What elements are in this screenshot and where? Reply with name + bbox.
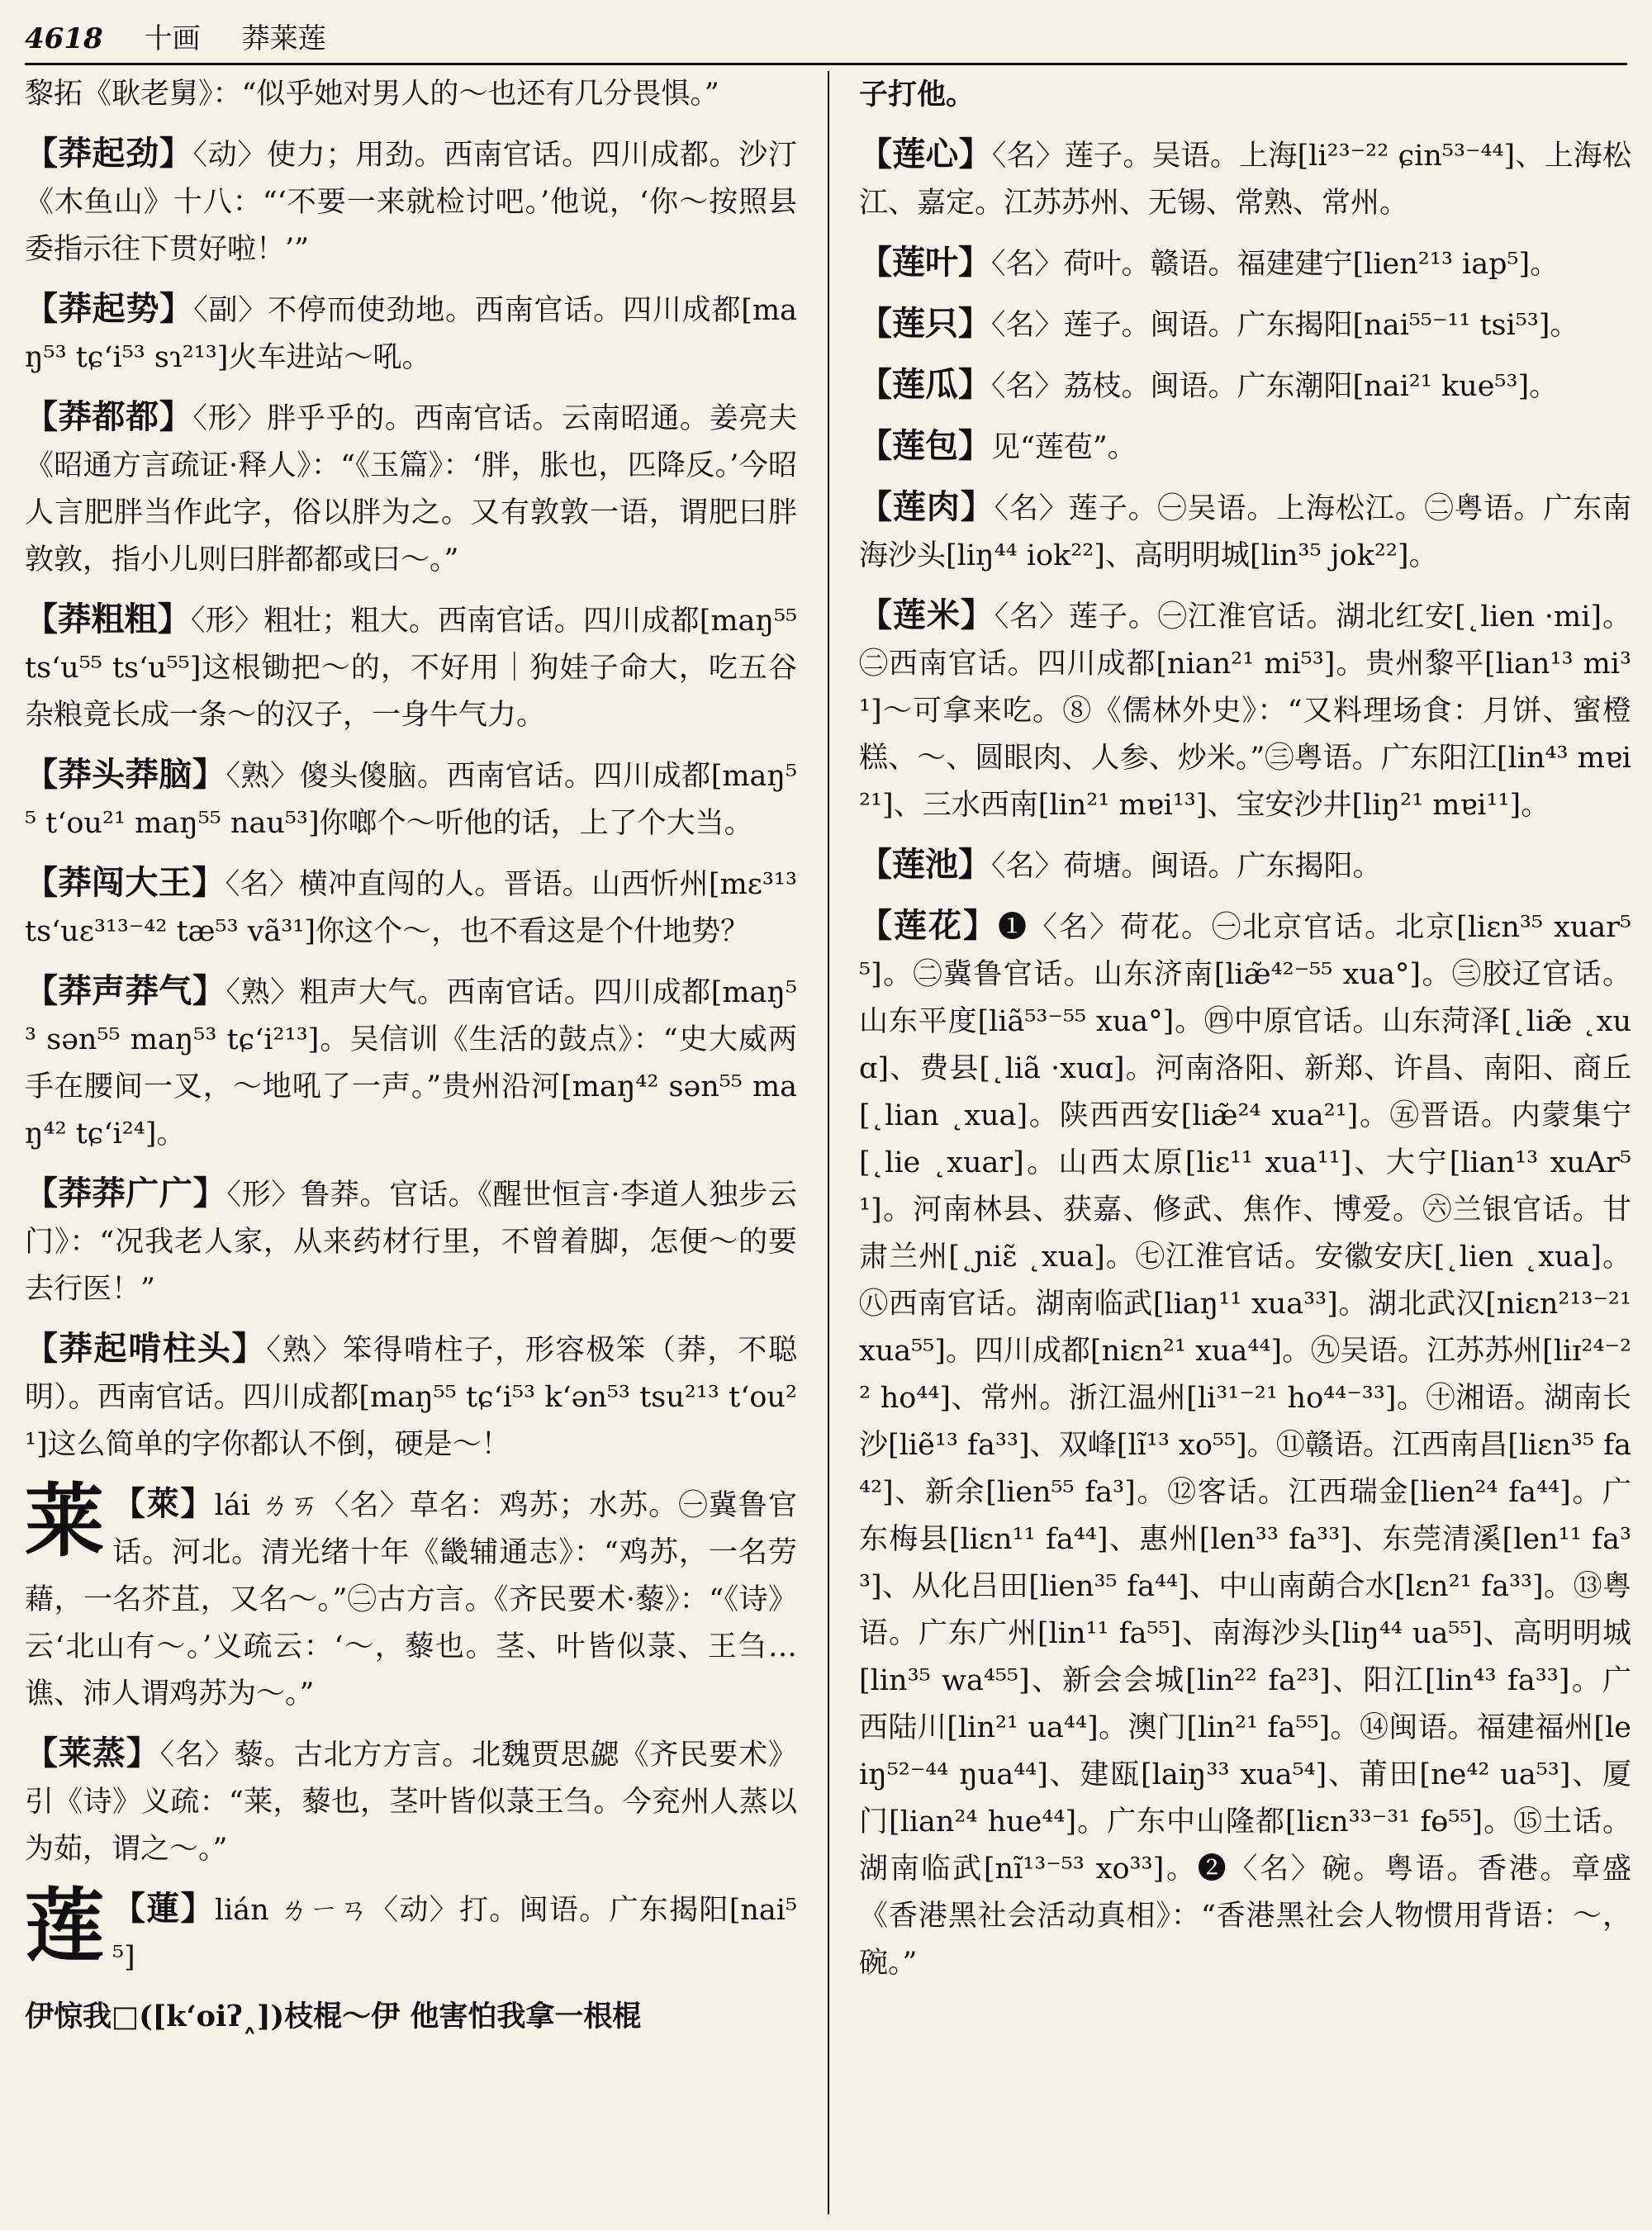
entry-headword: 【莽都都】 (25, 397, 193, 436)
dictionary-entry (859, 422, 1631, 472)
entry-definition: 〈动〉使力；用劲。西南官话。四川成都。沙汀《木鱼山》十八：“‘不要一来就检讨吧。’他说，‘你～按照县委指示往下贯好啦！’” (25, 139, 797, 266)
entry-headword: 【萊】 (112, 1484, 215, 1523)
entry-definition: 〈形〉粗壮；粗大。西南官话。四川成都[maŋ⁵⁵ tsʻu⁵⁵ tsʻu⁵⁵]这根锄把～的，不好用｜狗娃子命大，吃五谷杂粮竟长成一条～的汉子，一身牛气力。 (25, 605, 797, 732)
dictionary-entry (859, 483, 1631, 580)
entry-definition: 〈形〉鲁莽。官话。《醒世恒言·李道人独步云门》：“况我老人家，从来药材行里，不曾着脚，怎便～的要去行医！” (25, 1179, 797, 1306)
dictionary-entry (25, 967, 797, 1158)
dictionary-entry (25, 859, 797, 956)
entry-headword: 【莲包】 (859, 426, 991, 465)
entry-headword: 【莽闯大王】 (25, 863, 225, 902)
right-column (859, 71, 1631, 2214)
entry-headword: 【莽声莽气】 (25, 971, 226, 1010)
dictionary-entry (25, 595, 797, 739)
entry-definition: 〈名〉莲子。㊀江淮官话。湖北红安[˛lien ·mi]。㊁西南官话。四川成都[nian²¹ mi⁵³]。贵州黎平[lian¹³ mi³¹]～可拿来吃。⑧《儒林外史》：“又料理场食：月饼、蜜橙糕、～、圆眼肉、人参、炒米。”㊂粤语。广东阳江[lin⁴³ mɐi²¹]、三水西南[lin²¹ mɐi¹³]、宝安沙井[liŋ²¹ mɐi¹¹]。 (859, 600, 1631, 822)
dictionary-entry (859, 300, 1631, 349)
entry-definition: 〈名〉莲子。吴语。上海[li²³⁻²² ɕin⁵³⁻⁴⁴]、上海松江、嘉定。江苏苏州、无锡、常熟、常州。 (859, 140, 1631, 220)
entry-definition: 〈名〉荷塘。闽语。广东揭阳。 (991, 850, 1382, 883)
column-divider (828, 71, 829, 2214)
dictionary-entry (25, 1325, 797, 1468)
entry-definition: 〈名〉藜。古北方方言。北魏贾思勰《齐民要术》引《诗》义疏：“莱，藜也，茎叶皆似菉王刍。今兖州人蒸以为茹，谓之～。” (25, 1739, 797, 1866)
entry-definition: 〈副〉不停而使劲地。西南官话。四川成都[maŋ⁵³ tɕʻi⁵³ sɿ²¹³]火车进站～吼。 (25, 294, 797, 374)
entry-definition: 〈熟〉笨得啃柱子，形容极笨（莽，不聪明）。西南官话。四川成都[maŋ⁵⁵ tɕʻi⁵³ kʻən⁵³ tsu²¹³ tʻou²¹]这么简单的字你都认不倒，硬是～！ (25, 1334, 797, 1461)
entry-headword: 【莽起啃柱头】 (25, 1329, 267, 1368)
dictionary-entry (25, 1993, 797, 2041)
dictionary-entry (859, 902, 1631, 1987)
dictionary-entry (859, 239, 1631, 288)
entry-definition: lián ㄌㄧㄢ〈动〉打。闽语。广东揭阳[nai⁵⁵] (112, 1894, 797, 1974)
entry-headword: 【莲心】 (859, 135, 992, 173)
entry-definition: 子打他。 (859, 78, 976, 112)
entry-headword: 【莲只】 (859, 304, 991, 343)
dictionary-entry (25, 393, 797, 584)
entry-headword: 【莱蒸】 (25, 1734, 160, 1772)
entry-definition: 〈名〉荷叶。赣语。福建建宁[lien²¹³ iap⁵]。 (991, 248, 1559, 281)
dictionary-entry (25, 751, 797, 847)
character-headword: 莲 (25, 1879, 104, 1972)
dictionary-entry (25, 71, 797, 118)
dictionary-entry (859, 841, 1631, 890)
entry-headword: 【莽头莽脑】 (25, 755, 226, 794)
entry-headword: 【莲米】 (859, 595, 995, 634)
entry-definition: 黎拓《耿老舅》：“似乎她对男人的～也还有几分畏惧。” (25, 78, 719, 111)
entry-headword: 【莲叶】 (859, 243, 991, 282)
dictionary-entry (859, 130, 1631, 227)
entry-headword: 【莲花】 (859, 906, 999, 945)
character-headword: 莱 (25, 1474, 104, 1568)
page-number: 4618 (25, 22, 103, 55)
left-column (25, 71, 797, 2214)
dictionary-entry (25, 1474, 797, 1718)
entry-headword: 【蓮】 (112, 1889, 215, 1928)
dictionary-entry (25, 285, 797, 382)
entry-definition: 〈熟〉傻头傻脑。西南官话。四川成都[maŋ⁵⁵ tʻou²¹ maŋ⁵⁵ nau⁵³]你啷个～听他的话，上了个大当。 (25, 760, 797, 840)
entry-definition: 见“莲苞”。 (991, 431, 1137, 464)
entry-headword: 【莲池】 (859, 845, 991, 884)
dictionary-entry (859, 361, 1631, 410)
entry-headword: 【莽粗粗】 (25, 600, 191, 638)
stroke-count: 十画 (144, 22, 201, 55)
dictionary-entry (25, 1170, 797, 1313)
page-characters: 莽莱莲 (241, 22, 326, 55)
entry-definition: 〈名〉莲子。闽语。广东揭阳[nai⁵⁵⁻¹¹ tsi⁵³]。 (991, 309, 1579, 342)
dictionary-entry (859, 71, 1631, 119)
entry-definition: 〈形〉胖乎乎的。西南官话。云南昭通。姜亮夫《昭通方言疏证·释人》：“《玉篇》：‘胖，胀也，匹降反。’今昭人言肥胖当作此字，俗以胖为之。又有敦敦一语，谓肥曰胖敦敦，指小儿则曰胖都都或曰～。” (25, 402, 797, 576)
entry-definition: 伊惊我□([kʻoiʔ˰])枝棍～伊 他害怕我拿一根棍 (25, 2000, 642, 2033)
entry-definition: 〈名〉莲子。㊀吴语。上海松江。㊁粤语。广东南海沙头[liŋ⁴⁴ iok²²]、高明明城[lin³⁵ jok²²]。 (859, 492, 1631, 572)
entry-definition: ❶〈名〉荷花。㊀北京官话。北京[liɛn³⁵ xuar⁵⁵]。㊁冀鲁官话。山东济南[liæ̃⁴²⁻⁵⁵ xua°]。㊂胶辽官话。山东平度[liã⁵³⁻⁵⁵ xua°]。㊃中原官话。山东菏泽[˛liæ̃ ˛xuɑ]、费县[˛liã ·xuɑ]。河南洛阳、新郑、许昌、南阳、商丘[˛lian ˛xua]。陕西西安[liæ̃²⁴ xua²¹]。㊄晋语。内蒙集宁[˛lie ˛xuar]。山西太原[liɛ¹¹ xua¹¹]、大宁[lian¹³ xuAr⁵¹]。河南林县、获嘉、修武、焦作、博爱。㊅兰银官话。甘肃兰州[˛ɲiɛ̃ ˛xua]。㊆江淮官话。安徽安庆[˛lien ˛xua]。㊇西南官话。湖南临武[liaŋ¹¹ xua³³]。湖北武汉[niɛn²¹³⁻²¹ xua⁵⁵]。四川成都[niɛn²¹ xua⁴⁴]。㊈吴语。江苏苏州[liɪ²⁴⁻²² ho⁴⁴]、常州。浙江温州[li³¹⁻²¹ ho⁴⁴⁻³³]。㊉湘语。湖南长沙[liẽ¹³ fa³³]、双峰[lĩ¹³ xo⁵⁵]。⑪赣语。江西南昌[liɛn³⁵ fa⁴²]、新余[lien⁵⁵ fa³]。⑫客话。江西瑞金[lien²⁴ fa⁴⁴]。广东梅县[liɛn¹¹ fa⁴⁴]、惠州[len³³ fa³³]、东莞清溪[len¹¹ fa³³]、从化吕田[lien³⁵ fa⁴⁴]、中山南蓢合水[lɛn²¹ fa³³]。⑬粤语。广东广州[lin¹¹ fa⁵⁵]、南海沙头[liŋ⁴⁴ ua⁵⁵]、高明明城[lin³⁵ wa⁴⁵⁵]、新会会城[lin²² fa²³]、阳江[lin⁴³ fa³³]。广西陆川[lin²¹ ua⁴⁴]。澳门[lin²¹ fa⁵⁵]。⑭闽语。福建福州[leiŋ⁵²⁻⁴⁴ ŋua⁴⁴]、建瓯[laiŋ³³ xua⁵⁴]、莆田[ne⁴² ua⁵³]、厦门[lian²⁴ hue⁴⁴]。广东中山隆都[liɛn³³⁻³¹ fɵ⁵⁵]。⑮土话。湖南临武[nĩ¹³⁻⁵³ xo³³]。❷〈名〉碗。粤语。香港。章盛《香港黑社会活动真相》：“香港黑社会人物惯用背语：～，碗。” (859, 911, 1631, 1980)
dictionary-entry (25, 130, 797, 273)
entry-headword: 【莽起劲】 (25, 134, 193, 173)
entry-definition: 〈名〉荔枝。闽语。广东潮阳[nai²¹ kue⁵³]。 (991, 370, 1559, 403)
entry-headword: 【莲肉】 (859, 487, 995, 526)
dictionary-entry (25, 1879, 797, 1981)
entry-definition: lái ㄌㄞ〈名〉草名：鸡苏；水苏。㊀冀鲁官话。河北。清光绪十年《畿辅通志》：“鸡苏，一名劳藉，一名芥苴，又名～。”㊁古方言。《齐民要术·藜》：“《诗》云‘北山有～。’义疏云：‘～，藜也。茎、叶皆似菉、王刍…谯、沛人谓鸡苏为～。” (25, 1489, 797, 1710)
entry-definition: 〈熟〉粗声大气。西南官话。四川成都[maŋ⁵³ sən⁵⁵ maŋ⁵³ tɕʻi²¹³]。吴信训《生活的鼓点》：“史大威两手在腰间一叉，～地吼了一声。”贵州沿河[maŋ⁴² sən⁵⁵ maŋ⁴² tɕʻi²⁴]。 (25, 976, 797, 1151)
entry-headword: 【莽莽广广】 (25, 1174, 227, 1212)
entry-headword: 【莽起势】 (25, 289, 194, 328)
dictionary-entry (25, 1729, 797, 1873)
entry-definition: 〈名〉横冲直闯的人。晋语。山西忻州[mɛ³¹³ tsʻuɛ³¹³⁻⁴² tæ⁵³ vã³¹]你这个～，也不看这是个什地势？ (25, 868, 797, 948)
dictionary-entry (859, 591, 1631, 829)
page-header (25, 15, 1627, 65)
entry-headword: 【莲瓜】 (859, 365, 991, 404)
